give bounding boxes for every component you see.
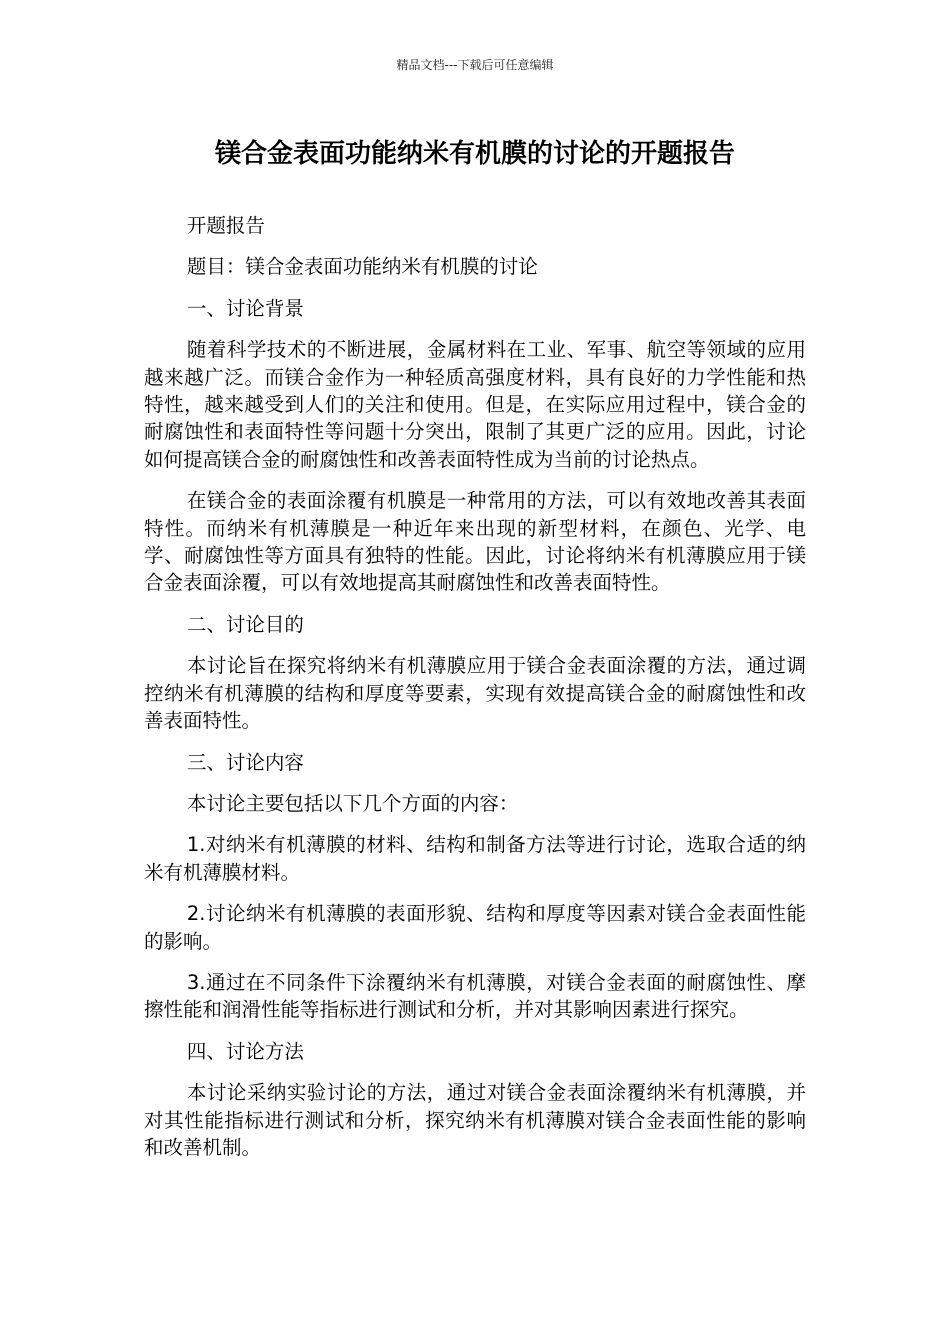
paragraph-method: 本讨论采纳实验讨论的方法，通过对镁合金表面涂覆纳米有机薄膜，并对其性能指标进行测试和分析，探究纳米有机薄膜对镁合金表面性能的影响和改善机制。 [144,1081,806,1159]
paragraph-report-label: 开题报告 [186,214,265,237]
heading-content: 三、讨论内容 [186,750,304,774]
paragraph-purpose: 本讨论旨在探究将纳米有机薄膜应用于镁合金表面涂覆的方法，通过调控纳米有机薄膜的结构和厚度等要素，实现有效提高镁合金的耐腐蚀性和改善表面特性。 [144,654,806,733]
document-body [144,212,806,1175]
paragraph-background-2: 在镁合金的表面涂覆有机膜是一种常用的方法，可以有效地改善其表面特性。而纳米有机薄膜是一种近年来出现的新型材料，在颜色、光学、电学、耐腐蚀性等方面具有独特的性能。因此，讨论将纳米有机薄膜应用于镁合金表面涂覆，可以有效地提高其耐腐蚀性和改善表面特性。 [144,489,806,595]
paragraph-topic: 题目：镁合金表面功能纳米有机膜的讨论 [186,255,538,279]
heading-purpose: 二、讨论目的 [186,612,304,636]
header-note: 精品文档---下载后可任意编辑 [396,58,554,72]
list-item-content-1: 1.对纳米有机薄膜的材料、结构和制备方法等进行讨论，选取合适的纳米有机薄膜材料。 [144,833,806,884]
heading-background: 一、讨论背景 [186,296,304,320]
heading-method: 四、讨论方法 [186,1039,304,1063]
paragraph-background-1: 随着科学技术的不断进展，金属材料在工业、军事、航空等领域的应用越来越广泛。而镁合金作为一种轻质高强度材料，具有良好的力学性能和热特性，越来越受到人们的关注和使用。但是，在实际应用过程中，镁合金的耐腐蚀性和表面特性等问题十分突出，限制了其更广泛的应用。因此，讨论如何提高镁合金的耐腐蚀性和改善表面特性成为当前的讨论热点。 [144,338,806,471]
document-title: 镁合金表面功能纳米有机膜的讨论的开题报告 [214,139,735,169]
list-item-content-2: 2.讨论纳米有机薄膜的表面形貌、结构和厚度等因素对镁合金表面性能的影响。 [144,902,806,953]
list-item-content-3: 3.通过在不同条件下涂覆纳米有机薄膜，对镁合金表面的耐腐蚀性、摩擦性能和润滑性能等指标进行测试和分析，并对其影响因素进行探究。 [144,970,806,1022]
paragraph-content-intro: 本讨论主要包括以下几个方面的内容： [186,791,519,815]
